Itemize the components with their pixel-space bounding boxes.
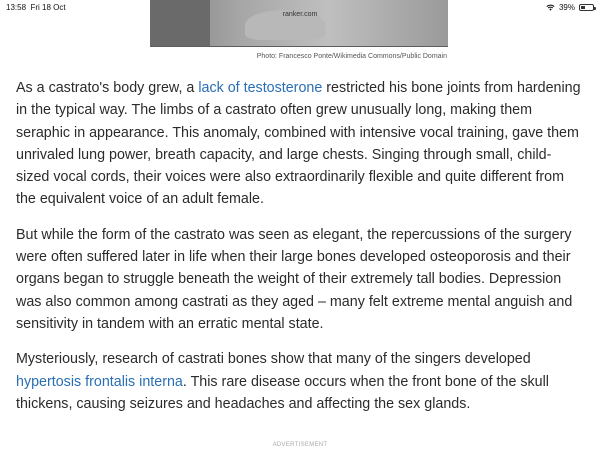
battery-icon — [579, 4, 594, 11]
battery-fill — [581, 6, 585, 9]
p1-text-after: restricted his bone joints from hardening in the typical way. The limbs of a castrato often grew unusually long, making them seraphic in appearance. This anomaly, combined with intensive vocal training, gave them unrivaled lung power, breath capacity, and large chests. Singing through small, child-sized vocal cords, their voices were also extraordinarily flexible and quite different from the equivalent voice of an adult female. — [16, 80, 581, 208]
paragraph-3 — [16, 348, 582, 415]
battery-percent: 39% — [558, 3, 575, 12]
date-text: Fri 18 Oct — [30, 3, 66, 12]
link-lack-of-testosterone[interactable]: lack of testosterone — [198, 80, 323, 96]
link-hypertosis-frontalis-interna[interactable]: hypertosis frontalis interna — [16, 373, 183, 390]
wifi-icon — [546, 4, 555, 11]
article-body — [16, 77, 582, 428]
p3-text-after: . This rare disease occurs when the front bone of the skull thickens, causing seizures and headaches and affecting the sex glands. — [16, 373, 549, 412]
photo-caption: Photo: Francesco Ponte/Wikimedia Commons/Public Domain — [256, 53, 447, 60]
p1-text-before: As a castrato's body grew, a — [16, 80, 199, 96]
paragraph-2: But while the form of the castrato was seen as elegant, the repercussions of the surgery were often suffered later in life when their large bones developed osteoporosis and their organs began to struggle beneath the weight of their extremely tall bodies. Depression was also common among castrati as they aged – many felt extreme mental anguish and sensitivity in tandem with an erratic mental state. — [16, 226, 573, 332]
paragraph-1 — [16, 77, 582, 211]
photo-dark-region — [150, 0, 210, 47]
advertisement-label: ADVERTISEMENT — [272, 442, 328, 448]
time-text: 13:58 — [6, 3, 27, 12]
photo-edge — [150, 46, 448, 47]
p3-text-before: Mysteriously, research of castrati bones show that many of the singers developed — [16, 351, 531, 368]
url-label[interactable]: ranker.com — [282, 11, 318, 18]
article-photo — [150, 0, 448, 47]
battery-cap — [594, 7, 596, 10]
